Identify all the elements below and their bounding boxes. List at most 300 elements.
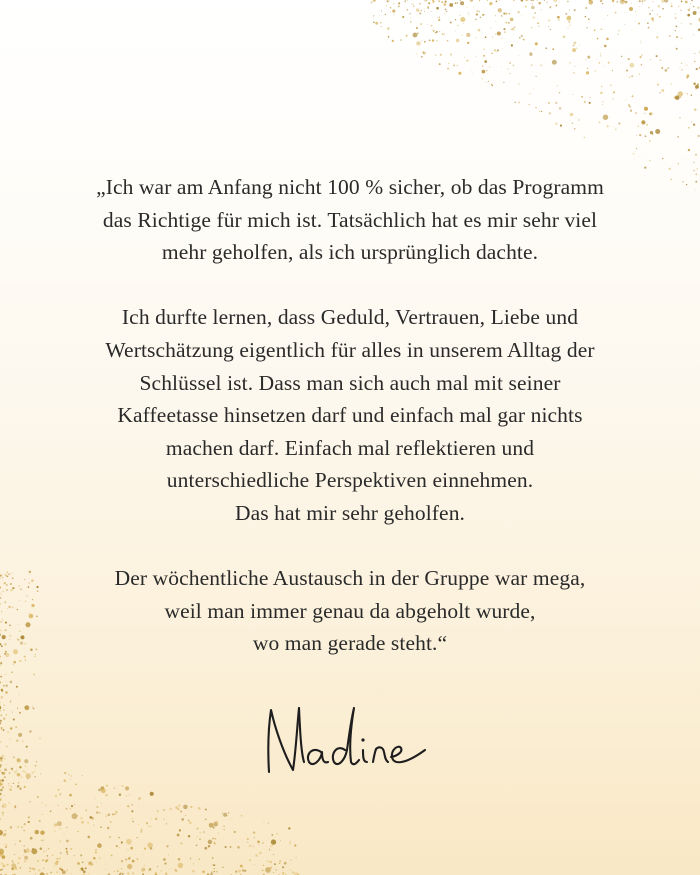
glitter-dot: [24, 823, 26, 825]
glitter-dot: [648, 7, 650, 9]
glitter-dot: [421, 9, 422, 10]
glitter-dot: [639, 74, 640, 75]
glitter-dot: [479, 11, 480, 12]
glitter-dot: [693, 162, 694, 163]
glitter-dot: [155, 818, 157, 820]
glitter-dot: [432, 30, 433, 31]
glitter-dot: [105, 869, 106, 870]
glitter-dot: [581, 96, 583, 98]
glitter-dot: [675, 13, 677, 15]
glitter-dot: [114, 871, 115, 872]
glitter-dot: [424, 11, 425, 12]
glitter-dot: [192, 870, 195, 873]
glitter-dot: [214, 843, 215, 844]
glitter-dot: [2, 833, 3, 834]
glitter-dot: [50, 872, 52, 874]
glitter-dot: [644, 0, 646, 1]
glitter-dot: [9, 789, 12, 792]
glitter-dot: [111, 854, 113, 856]
glitter-dot: [8, 783, 9, 784]
glitter-dot: [441, 2, 442, 3]
glitter-dot: [511, 44, 513, 46]
glitter-dot: [75, 812, 76, 813]
glitter-dot: [48, 848, 49, 849]
quote-line: Ich durfte lernen, dass Geduld, Vertrauen, Liebe und: [121, 305, 579, 330]
glitter-dot: [478, 0, 479, 1]
glitter-dot: [222, 867, 223, 868]
glitter-dot: [26, 773, 31, 778]
glitter-dot: [646, 124, 648, 126]
glitter-dot: [651, 17, 654, 20]
glitter-dot: [680, 9, 681, 10]
glitter-dot: [607, 15, 608, 16]
glitter-dot: [199, 838, 201, 840]
glitter-dot: [67, 853, 68, 854]
glitter-dot: [24, 849, 26, 851]
glitter-dot: [4, 776, 6, 778]
glitter-dot: [616, 1, 618, 3]
glitter-dot: [62, 870, 66, 874]
glitter-dot: [2, 785, 3, 786]
glitter-dot: [129, 794, 130, 795]
glitter-dot: [695, 85, 699, 89]
glitter-dot: [267, 860, 268, 861]
glitter-dot: [112, 813, 113, 814]
glitter-dot: [146, 822, 148, 824]
glitter-dot: [36, 761, 37, 762]
glitter-dot: [63, 834, 64, 835]
glitter-dot: [282, 873, 284, 875]
glitter-dot: [638, 156, 639, 157]
glitter-dot: [31, 848, 37, 854]
glitter-dot: [579, 45, 580, 46]
glitter-dot: [448, 63, 449, 64]
glitter-dot: [31, 867, 33, 869]
glitter-dot: [436, 7, 439, 10]
glitter-dot: [136, 837, 137, 838]
glitter-dot: [282, 866, 284, 868]
glitter-dot: [497, 51, 498, 52]
glitter-dot: [552, 48, 554, 50]
glitter-dot: [573, 41, 576, 44]
glitter-dot: [101, 803, 102, 804]
glitter-dot: [109, 836, 111, 838]
glitter-dot: [676, 26, 678, 28]
glitter-dot: [19, 660, 21, 662]
glitter-dot: [649, 112, 652, 115]
glitter-dot: [241, 815, 243, 817]
glitter-dot: [2, 812, 4, 814]
glitter-dot: [13, 783, 14, 784]
glitter-dot: [388, 37, 389, 38]
glitter-dot: [120, 873, 122, 875]
glitter-dot: [549, 7, 551, 9]
glitter-dot: [35, 830, 39, 834]
glitter-dot: [270, 861, 272, 863]
glitter-dot: [681, 0, 683, 2]
glitter-dot: [455, 19, 456, 20]
glitter-dot: [628, 58, 630, 60]
glitter-dot: [501, 15, 502, 16]
glitter-dot: [449, 3, 453, 7]
quote-paragraph-3: [0, 562, 700, 660]
glitter-dot: [528, 0, 529, 1]
glitter-dot: [457, 65, 458, 66]
glitter-dot: [26, 746, 28, 748]
glitter-dot: [495, 21, 496, 22]
glitter-dot: [116, 845, 118, 847]
glitter-dot: [3, 865, 6, 868]
glitter-dot: [0, 710, 1, 711]
glitter-dot: [208, 845, 210, 847]
glitter-dot: [17, 758, 21, 762]
glitter-dot: [636, 14, 637, 15]
glitter-dot: [455, 2, 457, 4]
glitter-dot: [469, 0, 470, 1]
glitter-dot: [445, 8, 447, 10]
glitter-dot: [417, 32, 419, 34]
glitter-dot: [431, 11, 432, 12]
glitter-dot: [177, 834, 180, 837]
glitter-dot: [0, 793, 2, 795]
glitter-dot: [686, 65, 687, 66]
glitter-dot: [211, 872, 212, 873]
glitter-dot: [1, 696, 3, 698]
glitter-dot: [46, 855, 48, 857]
glitter-dot: [541, 111, 542, 112]
glitter-dot: [0, 741, 1, 743]
glitter-dot: [214, 842, 216, 844]
glitter-dot: [497, 49, 499, 51]
glitter-dot: [74, 855, 75, 856]
glitter-dot: [373, 15, 374, 16]
glitter-dot: [127, 789, 128, 790]
glitter-dot: [141, 831, 142, 832]
glitter-dot: [433, 31, 434, 32]
glitter-dot: [435, 55, 436, 56]
glitter-dot: [40, 847, 43, 850]
glitter-dot: [559, 1, 560, 2]
glitter-dot: [2, 854, 4, 856]
glitter-dot: [481, 78, 482, 79]
glitter-dot: [49, 848, 50, 849]
glitter-dot: [645, 135, 647, 137]
glitter-dot: [681, 69, 683, 71]
glitter-dot: [33, 708, 35, 710]
glitter-dot: [613, 91, 615, 93]
glitter-dot: [9, 772, 11, 774]
glitter-dot: [675, 17, 677, 19]
glitter-dot: [635, 11, 636, 12]
glitter-dot: [64, 772, 66, 774]
glitter-dot: [39, 820, 41, 822]
glitter-dot: [198, 807, 201, 810]
glitter-dot: [37, 796, 39, 798]
glitter-dot: [531, 6, 535, 10]
glitter-dot: [381, 26, 382, 27]
glitter-dot: [24, 856, 28, 860]
glitter-dot: [690, 8, 691, 9]
glitter-dot: [85, 809, 87, 811]
glitter-dot: [457, 25, 458, 26]
glitter-dot: [247, 842, 248, 843]
glitter-dot: [674, 97, 676, 99]
glitter-dot: [45, 859, 47, 861]
glitter-dot: [531, 65, 532, 66]
glitter-dot: [115, 811, 118, 814]
glitter-dot: [12, 768, 13, 769]
glitter-dot: [3, 717, 5, 719]
glitter-dot: [93, 825, 94, 826]
glitter-dot: [426, 0, 427, 1]
glitter-dot: [494, 49, 497, 52]
glitter-dot: [687, 93, 688, 94]
glitter-dot: [228, 812, 230, 814]
glitter-dot: [4, 843, 6, 845]
glitter-dot: [460, 15, 461, 16]
glitter-dot: [144, 848, 146, 850]
glitter-dot: [69, 774, 70, 775]
glitter-dot: [213, 822, 218, 827]
glitter-dot: [604, 19, 605, 20]
glitter-dot: [691, 0, 692, 1]
glitter-dot: [537, 0, 538, 1]
glitter-dot: [679, 67, 680, 68]
glitter-dot: [37, 860, 39, 862]
glitter-dot: [698, 5, 699, 6]
glitter-dot: [10, 681, 13, 684]
glitter-dot: [34, 765, 36, 767]
glitter-dot: [526, 0, 528, 1]
glitter-dot: [9, 788, 10, 789]
glitter-dot: [687, 14, 690, 17]
glitter-dot: [157, 866, 158, 867]
glitter-dot: [10, 727, 12, 729]
glitter-dot: [439, 17, 440, 18]
glitter-dot: [424, 41, 426, 43]
glitter-dot: [388, 36, 389, 37]
glitter-dot: [274, 863, 276, 865]
glitter-dot: [17, 773, 21, 777]
glitter-dot: [681, 63, 682, 64]
glitter-dot: [480, 17, 481, 18]
glitter-dot: [400, 39, 402, 41]
glitter-dot: [446, 11, 447, 12]
glitter-dot: [34, 776, 35, 777]
glitter-dot: [418, 42, 420, 44]
glitter-dot: [518, 55, 519, 56]
glitter-dot: [693, 124, 695, 126]
glitter-dot: [489, 66, 490, 67]
glitter-dot: [0, 818, 1, 820]
glitter-dot: [127, 864, 132, 869]
glitter-dot: [60, 828, 62, 830]
glitter-dot: [635, 21, 636, 22]
glitter-dot: [100, 786, 104, 790]
glitter-dot: [405, 0, 406, 1]
glitter-dot: [1, 798, 2, 799]
glitter-dot: [501, 38, 502, 39]
glitter-dot: [584, 101, 586, 103]
glitter-dot: [0, 780, 1, 782]
handwritten-signature: [255, 700, 445, 790]
glitter-dot: [613, 0, 615, 2]
glitter-dot: [276, 833, 278, 835]
glitter-dot: [440, 54, 442, 56]
glitter-dot: [694, 53, 695, 54]
glitter-dot: [464, 57, 465, 58]
glitter-dot: [47, 859, 49, 861]
glitter-dot: [585, 16, 586, 17]
glitter-dot: [5, 830, 7, 832]
glitter-dot: [678, 163, 679, 164]
glitter-dot: [63, 779, 66, 782]
glitter-dot: [213, 827, 215, 829]
glitter-dot: [16, 770, 17, 771]
glitter-dot: [24, 759, 28, 763]
glitter-dot: [475, 19, 476, 20]
glitter-dot: [471, 0, 473, 2]
glitter-dot: [13, 719, 15, 721]
glitter-dot: [419, 12, 421, 14]
glitter-dot: [373, 21, 375, 23]
glitter-dot: [13, 664, 14, 665]
glitter-dot: [626, 76, 627, 77]
glitter-dot: [3, 709, 5, 711]
glitter-dot: [432, 39, 434, 41]
glitter-dot: [258, 844, 259, 845]
glitter-dot: [141, 868, 145, 872]
glitter-dot: [495, 15, 496, 16]
glitter-dot: [222, 812, 223, 813]
glitter-dot: [0, 849, 4, 855]
glitter-dot: [476, 13, 478, 15]
glitter-dot: [676, 36, 678, 38]
glitter-dot: [565, 13, 567, 15]
glitter-dot: [144, 865, 146, 867]
glitter-dot: [431, 25, 433, 27]
glitter-dot: [71, 775, 72, 776]
glitter-dot: [25, 848, 29, 852]
glitter-dot: [114, 788, 115, 789]
glitter-dot: [56, 858, 58, 860]
glitter-dot: [89, 816, 92, 819]
glitter-dot: [17, 708, 18, 709]
glitter-dot: [447, 40, 448, 41]
glitter-dot: [54, 830, 55, 831]
glitter-dot: [489, 5, 490, 6]
glitter-dot: [661, 67, 663, 69]
glitter-dot: [502, 48, 503, 49]
glitter-dot: [597, 38, 599, 40]
glitter-dot: [574, 9, 576, 11]
glitter-dot: [12, 712, 13, 713]
glitter-dot: [131, 804, 133, 806]
glitter-dot: [183, 805, 188, 810]
glitter-dot: [46, 850, 47, 851]
glitter-dot: [268, 823, 269, 824]
glitter-dot: [445, 1, 447, 3]
glitter-dot: [131, 810, 133, 812]
glitter-dot: [17, 787, 18, 788]
glitter-dot: [612, 0, 614, 2]
glitter-dot: [492, 85, 493, 86]
quote-line: Schlüssel ist. Dass man sich auch mal mit seiner: [139, 370, 561, 395]
glitter-dot: [434, 54, 435, 55]
glitter-dot: [617, 33, 618, 34]
glitter-dot: [570, 113, 573, 116]
glitter-dot: [433, 30, 435, 32]
glitter-dot: [569, 9, 570, 10]
glitter-dot: [567, 27, 568, 28]
glitter-dot: [439, 63, 441, 65]
glitter-dot: [95, 849, 97, 851]
glitter-dot: [142, 854, 143, 855]
glitter-dot: [486, 70, 488, 72]
paragraph-spacer: [0, 530, 700, 563]
glitter-dot: [0, 707, 1, 709]
glitter-dot: [25, 706, 28, 709]
glitter-dot: [10, 826, 12, 828]
glitter-dot: [471, 70, 472, 71]
glitter-dot: [126, 796, 127, 797]
glitter-dot: [443, 3, 446, 6]
glitter-dot: [80, 817, 82, 819]
glitter-dot: [12, 860, 13, 861]
glitter-dot: [468, 15, 469, 16]
glitter-dot: [501, 16, 502, 17]
glitter-dot: [604, 45, 607, 48]
glitter-dot: [482, 15, 483, 16]
glitter-dot: [189, 822, 191, 824]
glitter-dot: [694, 61, 696, 63]
glitter-dot: [11, 768, 13, 770]
glitter-dot: [661, 89, 664, 92]
glitter-dot: [529, 53, 532, 56]
glitter-dot: [7, 731, 9, 733]
glitter-dot: [40, 773, 41, 774]
glitter-dot: [25, 766, 26, 767]
glitter-dot: [556, 5, 558, 7]
glitter-dot: [118, 837, 119, 838]
paragraph-spacer: [0, 269, 700, 302]
glitter-dot: [678, 91, 683, 96]
glitter-dot: [242, 869, 244, 871]
glitter-dot: [0, 782, 2, 787]
glitter-dot: [657, 14, 658, 15]
glitter-dot: [413, 5, 415, 7]
glitter-dot: [392, 10, 395, 13]
glitter-dot: [253, 831, 255, 833]
glitter-dot: [188, 835, 190, 837]
glitter-dot: [138, 824, 139, 825]
glitter-dot: [515, 102, 516, 103]
glitter-dot: [535, 107, 536, 108]
glitter-dot: [216, 871, 217, 872]
glitter-dot: [625, 24, 626, 25]
glitter-dot: [372, 0, 375, 2]
glitter-dot: [498, 8, 502, 12]
glitter-dot: [398, 5, 400, 7]
glitter-dot: [0, 722, 1, 724]
glitter-dot: [479, 1, 480, 2]
glitter-dot: [269, 850, 270, 851]
glitter-dot: [652, 20, 654, 22]
glitter-dot: [6, 844, 7, 845]
glitter-dot: [660, 92, 661, 93]
glitter-dot: [13, 757, 15, 759]
glitter-dot: [112, 814, 113, 815]
